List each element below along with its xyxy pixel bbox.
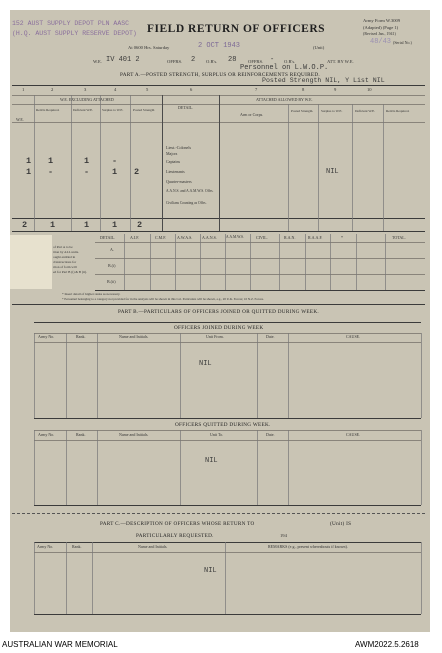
att-header-reints: Rein'ts Required. [386,109,410,113]
personnel-note: Personnel on L.W.O.P. [240,64,329,72]
quitted-col-date: Date. [266,432,275,437]
strength-detail-header: DETAIL. [100,235,116,240]
col-number-3: 3 [84,87,87,92]
side-note-line4: d instructions for [53,260,77,264]
offrs2-value: - [270,56,275,64]
unit-stamp-line1: 152 AUST SUPPLY DEPOT PLN AASC [12,20,130,27]
quitted-col-army-no: Army No. [38,432,55,437]
joined-col-cause: CAUSE. [346,334,361,339]
rank-captains: Captains [166,159,180,164]
col-total: TOTAL. [392,235,406,240]
offrs-value: 2 [191,56,196,64]
side-note-line2: ttion by ALL units. [53,250,79,254]
col-number-1: 1 [22,87,25,92]
attached-header: ATTACHED ALLOWED BY W.E. [256,97,313,102]
unit-stamp-line2: (H.Q. AUST SUPPLY RESERVE DEPOT) [12,30,137,37]
total-col2: 1 [50,220,56,230]
col-awas: A.W.A.S. [177,235,193,240]
col-number-6: 6 [190,87,193,92]
form-title: FIELD RETURN OF OFFICERS [147,23,326,35]
part-c-particularly: PARTICULARLY REQUESTED. [136,533,214,539]
rank-aans: A.A.N.S. and A.A.M.W.S. Offrs. [166,189,214,193]
arm-or-corps-header: Arm or Corps. [240,112,264,117]
lieutenants-col3: - [84,167,90,177]
col-ran: R.A.N. [284,235,296,240]
posted-note: Posted Strength NIL, Y List NIL [262,77,385,84]
paper-patch [10,235,52,289]
side-note-line6: ed for Part B (i) & B (ii). [53,270,87,274]
offrs2-label: OFFRS. [248,59,264,64]
ors-value: 28 [228,56,237,64]
ors-label: O.R's. [206,59,218,64]
quitted-title: OFFICERS QUITTED DURING WEEK. [175,422,271,428]
footer-source: AUSTRALIAN WAR MEMORIAL [2,640,118,649]
col-civil: CIVIL. [256,235,268,240]
joined-col-rank: Rank. [76,334,86,339]
captains-col2: 1 [48,156,54,166]
col-number-10: 10 [367,87,372,92]
lieutenants-col5: 2 [134,167,140,177]
quitted-nil: NIL [205,457,218,465]
footer-accession: AWM2022.5.2618 [355,640,419,649]
col-aamws: A.A.M.W.S. [226,235,244,239]
quitted-col-cause: CAUSE. [346,432,361,437]
side-note-line5: rtion of form will [53,265,77,269]
part-c-unit-is: (Unit) IS [330,521,352,527]
captains-col3: 1 [84,156,90,166]
row-b-ii: B.(ii) [107,279,116,284]
joined-col-name: Name and Initials. [119,334,149,339]
quitted-col-rank: Rank. [76,432,86,437]
att-by-we-label: ATT. BY W.E. [327,59,354,64]
col-number-7: 7 [255,87,258,92]
sub-header-deficient: Deficient W.E. [73,108,94,112]
sub-header-reints: Rein'ts Required. [36,108,60,112]
col-cmf: C.M.F. [155,235,167,240]
lieutenants-col1: 1 [26,167,32,177]
att-header-posted: Posted Strength. [291,109,314,113]
we-side-label: W.E. [16,117,24,122]
captains-col1: 1 [26,156,32,166]
total-col3: 1 [84,220,90,230]
we-label: W.E. [93,59,103,64]
unit-label: (Unit) [313,45,325,50]
return-date: 2 OCT 1943 [198,42,241,50]
total-col1: 2 [22,220,28,230]
form-adapted: (Adapted) (Page 1) [363,25,399,30]
col-aans: A.A.N.S. [202,235,217,240]
joined-col-army-no: Army No. [38,334,55,339]
offrs-label: OFFRS. [167,59,183,64]
attached-nil: NIL [326,168,339,176]
col-number-2: 2 [51,87,54,92]
part-c-nil: NIL [204,567,217,575]
at-hours-label: At 0600 Hrs. Saturday [128,45,170,50]
part-a-title: PART A.—POSTED STRENGTH, SURPLUS OR REINFORCEMENTS REQUIRED. [120,72,320,78]
joined-col-date: Date. [266,334,275,339]
c-col-rank: Rank. [72,544,82,549]
col-number-5: 5 [146,87,149,92]
rank-lieutenants: Lieutenants [166,169,185,174]
sub-header-surplus: Surplus to W.E. [102,108,124,112]
ors2-label: O.R's. [284,59,296,64]
joined-title: OFFICERS JOINED DURING WEEK [174,325,264,331]
footnote-2: * Personnel belonging to a category not provided for in the analysis will be shown in this Col. Particulars will be shown, e.g., 20 U.K. Forces; 10 N.Z. Forces. [62,297,264,301]
col-number-9: 9 [334,87,337,92]
joined-col-unit-from: Unit From. [206,334,224,339]
form-revised: (Revised Jan., 1941) [363,31,396,36]
lieutenants-col4: 1 [112,167,118,177]
row-b-i: B.(i) [108,263,116,268]
part-c-title: PART C.—DESCRIPTION OF OFFICERS WHOSE RETURN TO [100,521,255,527]
col-raaf: R.A.A.F. [308,235,323,240]
we-excl-header: W.E. EXCLUDING ATTACHED [60,97,114,102]
att-header-deficient: Deficient W.E. [355,109,376,113]
quitted-col-unit-to: Unit To. [210,432,224,437]
rank-quartermasters: Quarter-masters [166,179,192,184]
form-number: Army Form W.3009 [363,18,401,23]
rank-lt-colonels: Lieut.-Colonels [166,145,191,150]
serial-number: 48/43 [370,38,392,46]
joined-nil: NIL [199,360,212,368]
captains-col4: - [112,156,118,166]
col-other: * [341,235,343,240]
quitted-col-name: Name and Initials. [119,432,149,437]
rank-majors: Majors [166,151,178,156]
total-col5: 2 [137,220,143,230]
rank-civilians: Civilians Counting as Offrs. [166,201,207,205]
part-b-title: PART B.—PARTICULARS OF OFFICERS JOINED OR QUITTED DURING WEEK. [118,309,319,315]
att-header-surplus: Surplus to W.E. [321,109,343,113]
col-aif: A.I.F. [130,235,140,240]
col-number-8: 8 [302,87,305,92]
c-col-remarks: REMARKS (e.g., present whereabouts if known). [268,544,348,549]
row-a: A. [110,247,114,252]
footnote-1: * Insert detail of higher ranks as necessary. [62,292,121,296]
we-value: IV 401 2 [106,56,140,64]
side-note-line1: of Part A to be [53,245,73,249]
part-c-year: 194 [280,533,287,538]
lieutenants-col2: - [48,167,54,177]
sub-header-posted: Posted Strength [133,108,155,112]
total-col4: 1 [112,220,118,230]
side-note-line3: ought entitled in [53,255,76,259]
serial-label: (Serial No.) [393,40,412,45]
detail-header: DETAIL. [178,105,194,110]
col-number-4: 4 [114,87,117,92]
c-col-army-no: Army No. [37,544,54,549]
c-col-name: Name and Initials. [138,544,168,549]
